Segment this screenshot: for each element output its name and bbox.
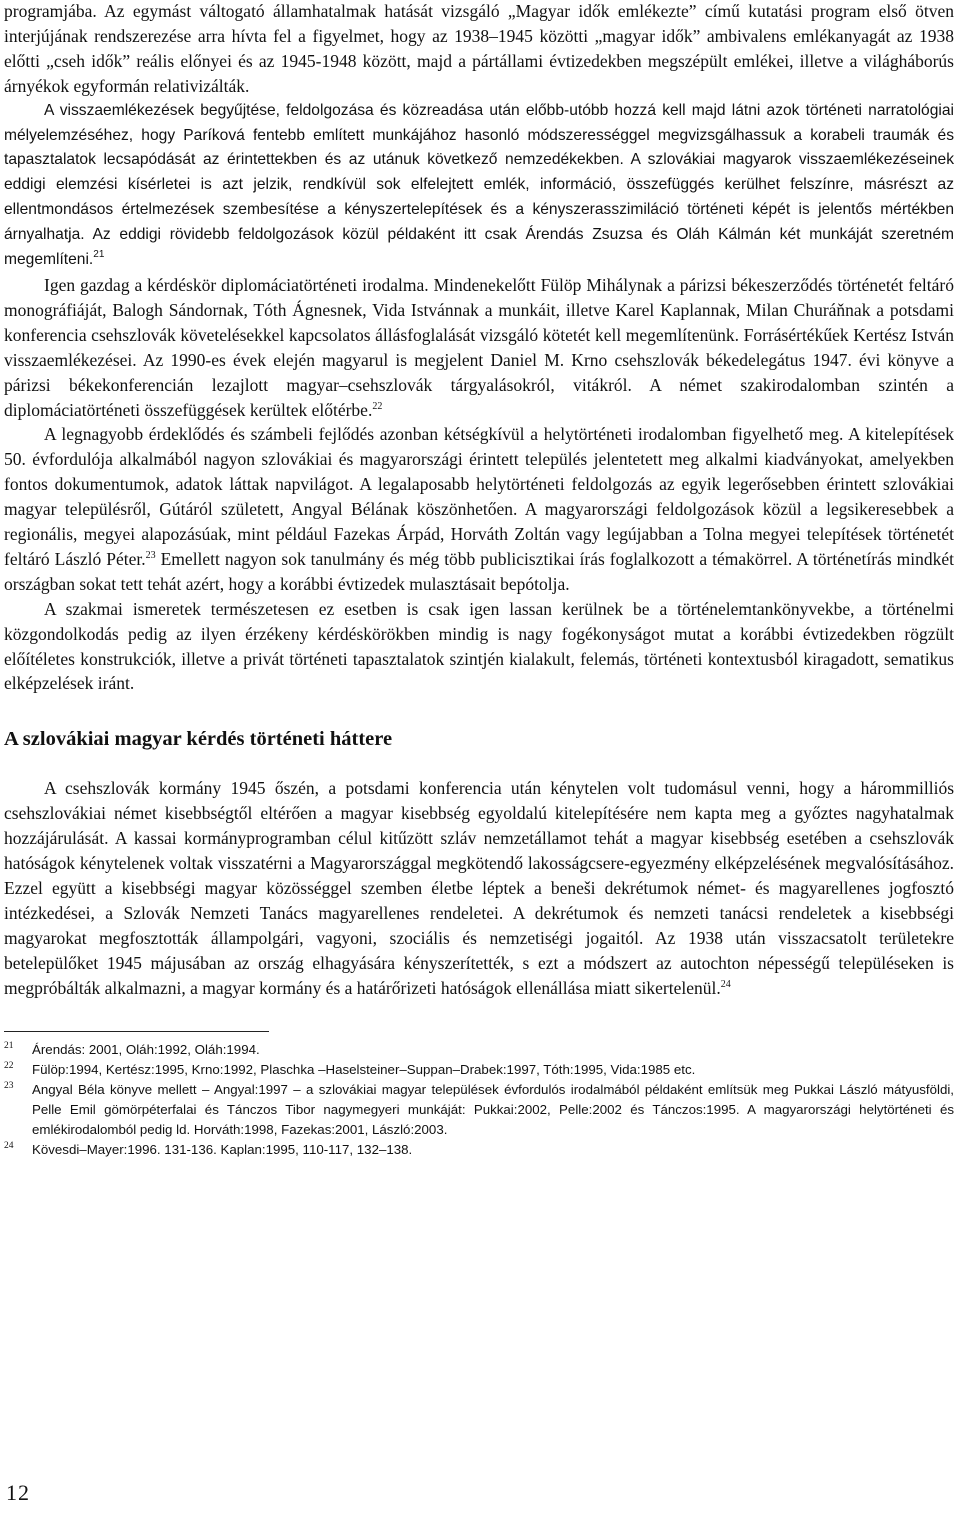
footnote-number: 22 [4, 1060, 14, 1071]
footnote-ref-24[interactable]: 24 [720, 978, 731, 990]
paragraph-3 [4, 273, 954, 422]
footnote-22 [4, 1060, 954, 1080]
footnote-21 [4, 1040, 954, 1060]
footnote-24 [4, 1140, 954, 1160]
section-paragraph [4, 776, 954, 1000]
paragraph-3-text: Igen gazdag a kérdéskör diplomáciatörténeti irodalma. Mindenekelőtt Fülöp Mihálynak a párizsi békeszerződés történetét feltáró monográfiáját, Balogh Sándornak, Tóth Ágnesnek, Vida Istvánnak a munkáit, illetve Karel Kaplannak, Milan Churáňnak a potsdami konferencia csehszlovák követelésekkel kapcsolatos állásfoglalását vizsgáló kötetét kell megemlítenünk. Forrásértékűek Kertész István visszaemlékezései. Az 1990-es évek elején magyarul is megjelent Daniel M. Krno csehszlovák békedelegátus 1947. évi könyve a párizsi békekonferencián lezajlott magyar–csehszlovák tárgyalásokról, vitákról. A német szakirodalomban szintén a diplomáciatörténeti összefüggések kerültek előtérbe. [4, 274, 954, 420]
paragraph-4-text-before: A legnagyobb érdeklődés és számbeli fejlődés azonban kétségkívül a helytörténeti irodalomban figyelhető meg. A kitelepítések 50. évfordulója alkalmából nagyon szlovákiai és magyarországi érintett település jelentetett meg alkalmi kiadványokat, amelyekben fontos dokumentumok, adatok láttak napvilágot. A legalaposabb helytörténeti feldolgozás az egyik legerősebben érintett szlovákiai magyar településről, Gútáról született, Angyal Bélának köszönhetően. A magyarországi feldolgozások közül a legsikeresebbek a regionális, megyei alapozásúak, mint például Fazekas Árpád, Horváth Zoltán vagy legújabban a Tolna megyei telepítések történetét feltáró László Péter. [4, 424, 954, 569]
paragraph-2 [4, 99, 954, 273]
footnote-number: 24 [4, 1140, 14, 1151]
footnote-ref-22[interactable]: 22 [372, 400, 383, 412]
paragraph-4 [4, 422, 954, 596]
paragraph-1: programjába. Az egymást váltogató államhatalmak hatását vizsgáló „Magyar idők emlékezte” című kutatási program első ötven interjújának rendszerezése arra hívta fel a figyelmet, hogy az 1938–1945 közötti „magyar idők” ambivalens emlékanyagát az 1938 előtti „cseh idők” reális előnyei és az 1945-1948 között, majd a pártállami évtizedekben megszépült emlékei, illetve a világháborús árnyékok egyformán relativizálták. [4, 1, 954, 96]
paragraph-5: A szakmai ismeretek természetesen ez esetben is csak igen lassan kerülnek be a történelemtankönyvekbe, a történelmi közgondolkodás pedig az ilyen érzékeny kérdéskörökben mindig is nagy fogékonyságot mutat a korábbi évtizedekben rögzült előítéletes konstrukciók, illetve a privát történeti tapasztalatok szintjén kialakult, felemás, történeti kontextusból kiragadott, sematikus elképzelések iránt. [4, 598, 954, 694]
section-paragraph-text: A csehszlovák kormány 1945 őszén, a potsdami konferencia után kénytelen volt tudomásul venni, hogy a hárommilliós csehszlovákiai német kisebbségtől eltérően a magyar kisebbség egyoldalú kitelepítésére nem kapta meg a győztes nagyhatalmak hozzájárulását. A kassai kormányprogramban célul kitűzött szláv nemzetállamot tehát a magyar kisebbség esetében a csehszlovák hatóságok kénytelenek voltak visszatérni a Magyarországgal megkötendő lakosságcsere-egyezmény elképzelésének megvalósításához. Ezzel együtt a kisebbségi magyar közösséggel szemben életbe léptek a beneši dekrétumok német- és magyarellenes jogfosztó intézkedései, a Szlovák Nemzeti Tanács magyarellenes rendeletei. A dekrétumok és nemzeti tanácsi rendeletek a kisebbségi magyarokat megfosztották állampolgári, vagyoni, szociális és nemzetiségi jogaitól. Az 1938 után visszacsatolt területekre betelepülőket 1945 májusában az ország elhagyására kényszerítették, s ezt a módszert az autochton népességű településeken is megpróbálták alkalmazni, a magyar kormány és a határőrizeti hatóságok ellenállása miatt sikertelenül. [4, 778, 954, 998]
footnote-text: Angyal Béla könyve mellett – Angyal:1997 – a szlovákiai magyar települések évfordulós irodalmából példaként említsük meg Pukkai László mátyusföldi, Pelle Emil gömörpéterfalai és Tánczos Tibor nagymegyeri munkáját: Pukkai:2002, Pelle:2002 és Tánczos:1995. A magyarországi helytörténeti és emlékirodalomból pedig ld. Horváth:1998, Fazekas:2001, László:2003. [32, 1081, 954, 1137]
document-page [4, 0, 954, 1160]
footnote-text: Árendás: 2001, Oláh:1992, Oláh:1994. [32, 1041, 260, 1057]
footnote-text: Fülöp:1994, Kertész:1995, Krno:1992, Plaschka –Haselsteiner–Suppan–Drabek:1997, Tóth:1995, Vida:1985 etc. [32, 1061, 696, 1077]
page-number: 12 [6, 1480, 30, 1505]
paragraph-4-text-after: Emellett nagyon sok tanulmány és még több publicisztikai írás foglalkozott a témakörrel. A történetírás mindkét országban sokat tett tehát azért, hogy a korábbi évtizedek mulasztásait bepótolja. [4, 548, 954, 594]
footnote-ref-21[interactable]: 21 [93, 249, 105, 261]
footnote-divider [4, 1031, 269, 1032]
footnote-number: 23 [4, 1080, 14, 1091]
footnote-number: 21 [4, 1040, 14, 1051]
section-heading: A szlovákiai magyar kérdés történeti háttere [4, 728, 393, 751]
footnote-23 [4, 1080, 954, 1140]
paragraph-2-text: A visszaemlékezések begyűjtése, feldolgozása és közreadása után előbb-utóbb hozzá kell majd látni azok történeti narratológiai mélyelemzéséhez, hogy Paríková fentebb említett munkájához hasonló módszerességgel megvizsgálhassuk a korabeli traumák és tapasztalatok lecsapódását az érintettekben és az utánuk következő nemzedékekben. A szlovákiai magyarok visszaemlékezéseinek eddigi elemzési kísérletei is azt jelzik, rendkívül sok elfelejtett emlék, információ, összefüggés kerülhet felszínre, másrészt az ellentmondásos értelmezések szembesítése a kényszertelepítések és a kényszerasszimiláció történeti képét is jelentős mértékben árnyalhatja. Az eddigi rövidebb feldolgozások közül példaként itt csak Árendás Zsuzsa és Oláh Kálmán két munkáját szeretném megemlíteni. [4, 101, 954, 269]
footnotes [4, 1040, 954, 1160]
footnote-text: Kövesdi–Mayer:1996. 131-136. Kaplan:1995, 110-117, 132–138. [32, 1141, 413, 1157]
footnote-ref-23[interactable]: 23 [145, 549, 156, 561]
